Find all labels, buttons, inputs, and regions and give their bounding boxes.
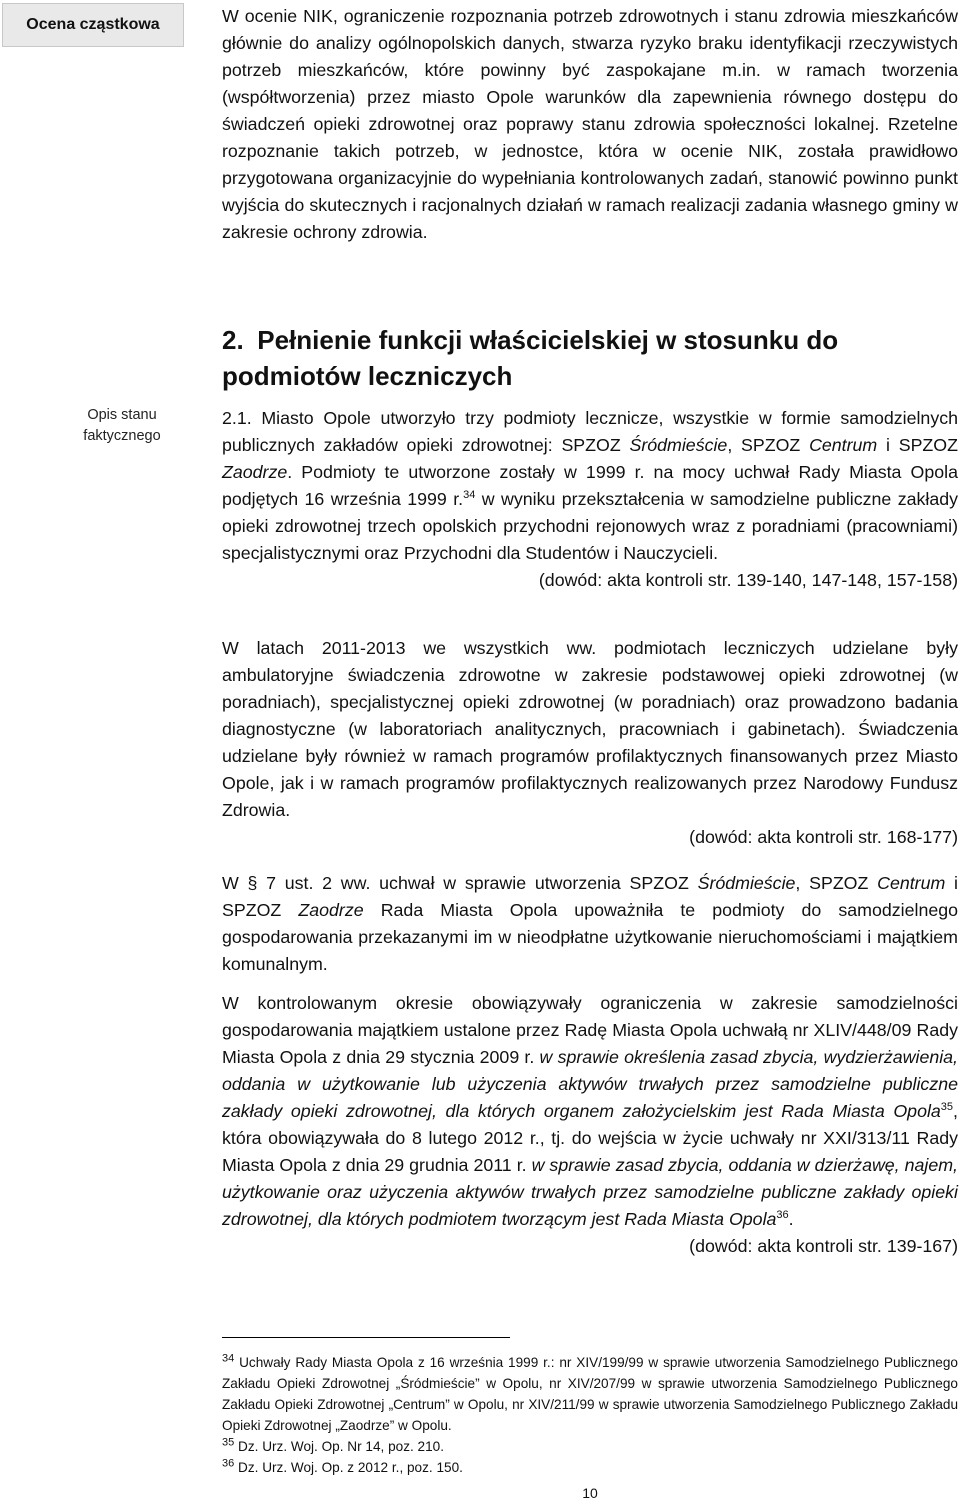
paragraph-restrictions: [222, 990, 958, 1260]
paragraph-restrictions-text: W kontrolowanym okresie obowiązywały ograniczenia w zakresie samodzielności gospodarowania majątkiem ustalone przez Radę Miasta Opola uchwałą nr XLIV/448/09 Rady Miasta Opola z dnia 29 stycznia 2009 r. w sprawie określenia zasad zbycia, wydzierżawienia, oddania w użytkowanie lub użyczenia aktywów trwałych przez samodzielne publiczne zakłady opieki zdrowotnej, dla których organem założycielskim jest Rada Miasta Opola$^{35}$, która obowiązywała do 8 lutego 2012 r., tj. do wejścia w życie uchwały nr XXI/313/11 Rady Miasta Opola z dnia 29 grudnia 2011 r. w sprawie zasad zbycia, oddania w dzierżawę, najem, użytkowanie oraz użyczenia aktywów trwałych przez samodzielne publiczne zakłady opieki zdrowotnej, dla których podmiotem tworzącym jest Rada Miasta Opola$^{36}$.: [222, 993, 958, 1229]
footnote-separator: [222, 1337, 510, 1338]
footnote-36: $^{36}$ Dz. Urz. Woj. Op. z 2012 r., poz. 150.: [222, 1457, 463, 1475]
side-label-opis-stanu: Opis stanu faktycznego: [83, 407, 161, 444]
paragraph-statute: [222, 870, 958, 978]
footnote-ref-36: 36: [776, 1209, 789, 1222]
page-number: 10: [582, 1485, 598, 1501]
footnote-ref-34: 34: [463, 489, 476, 502]
footnote-35: $^{35}$ Dz. Urz. Woj. Op. Nr 14, poz. 210.: [222, 1436, 445, 1454]
evidence-reference: (dowód: akta kontroli str. 168-177): [689, 827, 958, 847]
paragraph-services-text: W latach 2011-2013 we wszystkich ww. podmiotach leczniczych udzielane były ambulatoryjne świadczenia zdrowotne w zakresie podstawowej opieki zdrowotnej (w poradniach), specjalistycznej opieki zdrowotnej (w poradniach) oraz prowadzono badania diagnostyczne (w laboratoriach analitycznych, pracowniach i gabinetach). Świadczenia udzielane były również w ramach programów profilaktycznych finansowanych przez Miasto Opole, jak i w ramach programów profilaktycznych realizowanych przez Narodowy Fundusz Zdrowia.: [222, 638, 958, 820]
paragraph-statute-text: W § 7 ust. 2 ww. uchwał w sprawie utworzenia SPZOZ Śródmieście, SPZOZ Centrum i SPZOZ Zaodrze Rada Miasta Opola upoważniła te podmioty do samodzielnego gospodarowania przekazanymi im w nieodpłatne użytkowanie nieruchomościami i majątkiem komunalnym.: [222, 873, 958, 974]
section-number: 2.: [222, 325, 244, 355]
evidence-reference: (dowód: akta kontroli str. 139-140, 147-148, 157-158): [538, 570, 958, 590]
section-title: Pełnienie funkcji właścicielskiej w stosunku do podmiotów leczniczych: [222, 325, 839, 391]
section-tab-ocena-czastkowa: [2, 3, 184, 47]
footnote-34: $^{34}$ Uchwały Rady Miasta Opola z 16 września 1999 r.: nr XIV/199/99 w sprawie utworzenia Samodzielnego Publicznego Zakładu Opieki Zdrowotnej „Śródmieście” w Opolu, nr XIV/207/99 w sprawie utworzenia Samodzielnego Publicznego Zakładu Opieki Zdrowotnej „Centrum” w Opolu, nr XIV/211/99 w sprawie utworzenia Samodzielnego Publicznego Zakładu Opieki Zdrowotnej „Zaodrze” w Opolu.: [222, 1352, 958, 1433]
paragraph-services: [222, 635, 958, 851]
evidence-reference: (dowód: akta kontroli str. 139-167): [689, 1236, 958, 1256]
paragraph-2-1: [222, 405, 958, 594]
section-heading: [222, 322, 958, 394]
paragraph-2-1-text: 2.1. Miasto Opole utworzyło trzy podmioty lecznicze, wszystkie w formie samodzielnych publicznych zakładów opieki zdrowotnej: SPZOZ Śródmieście, SPZOZ Centrum i SPZOZ Zaodrze. Podmioty te utworzone zostały w 1999 r. na mocy uchwał Rady Miasta Opola podjętych 16 września 1999 r.$^{34}$ w wyniku przekształcenia w samodzielne publiczne zakłady opieki zdrowotnej trzech opolskich przychodni rejonowych wraz z poradniami (pracowniami) specjalistycznymi oraz Przychodni dla Studentów i Nauczycieli.: [222, 408, 958, 563]
intro-paragraph: [222, 3, 958, 246]
section-tab-label: Ocena cząstkowa: [26, 16, 160, 33]
footnote-ref-35: 35: [940, 1101, 954, 1114]
intro-text: W ocenie NIK, ograniczenie rozpoznania potrzeb zdrowotnych i stanu zdrowia mieszkańców głównie do analizy ogólnopolskich danych, stwarza ryzyko braku identyfikacji rzeczywistych potrzeb mieszkańców, które powinny być zaspokajane m.in. w ramach tworzenia (współtworzenia) przez miasto Opole warunków dla zapewnienia równego dostępu do świadczeń opieki zdrowotnej oraz poprawy stanu zdrowia społeczności lokalnej. Rzetelne rozpoznanie takich potrzeb, w jednostce, która w ocenie NIK, została prawidłowo przygotowana organizacyjnie do wypełniania kontrolowanych zadań, stanowić powinno punkt wyjścia do skutecznych i racjonalnych działań w ramach realizacji zadania własnego gminy w zakresie ochrony zdrowia.: [222, 6, 958, 242]
